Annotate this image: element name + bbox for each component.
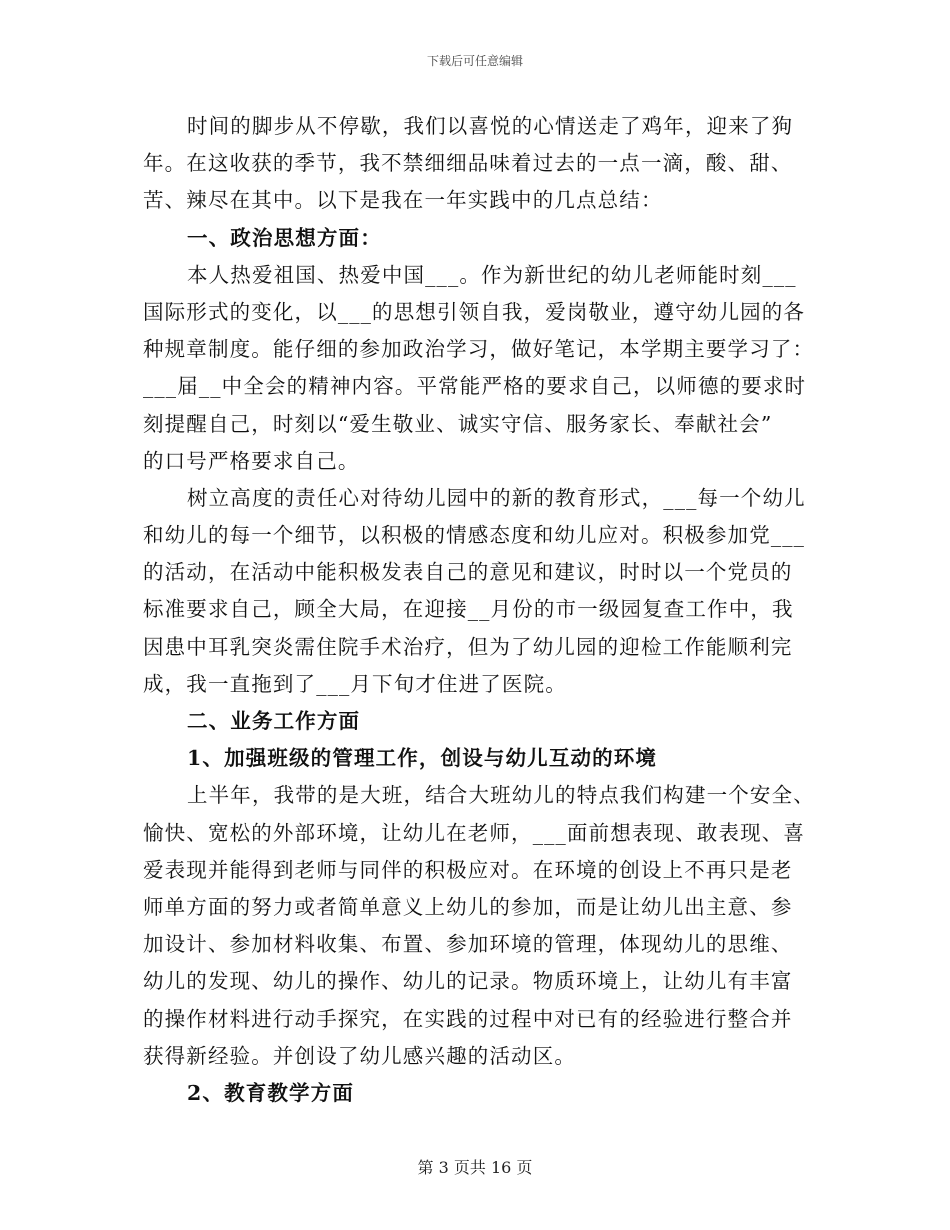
section-heading: 1、加强班级的管理工作，创设与幼儿互动的环境 — [187, 746, 658, 771]
body-text-line: 的活动，在活动中能积极发表自己的意见和建议，时时以一个党员的 — [143, 560, 793, 585]
body-text-line: 标准要求自己，顾全大局，在迎接__月份的市一级园复查工作中，我 — [143, 597, 794, 622]
section-heading: 一、政治思想方面： — [187, 225, 382, 250]
body-text-line: 上半年，我带的是大班，结合大班幼儿的特点我们构建一个安全、 — [187, 783, 815, 808]
body-text-line: 苦、辣尽在其中。以下是我在一年实践中的几点总结： — [143, 188, 663, 213]
body-text-line: 的操作材料进行动手探究，在实践的过程中对已有的经验进行整合并 — [143, 1006, 793, 1031]
body-text-line: 爱表现并能得到老师与同伴的积极应对。在环境的创设上不再只是老 — [143, 857, 793, 882]
body-text-line: ___届__中全会的精神内容。平常能严格的要求自己，以师德的要求时 — [143, 374, 807, 399]
body-text-line: 种规章制度。能仔细的参加政治学习，做好笔记，本学期主要学习了： — [143, 337, 815, 362]
body-text-line: 师单方面的努力或者简单意义上幼儿的参加，而是让幼儿出主意、参 — [143, 894, 793, 919]
body-text-line: 本人热爱祖国、热爱中国___。作为新世纪的幼儿老师能时刻___ — [187, 262, 797, 287]
body-text-line: 和幼儿的每一个细节，以积极的情感态度和幼儿应对。积极参加党___ — [143, 523, 806, 548]
body-text-line: 树立高度的责任心对待幼儿园中的新的教育形式，___每一个幼儿 — [187, 485, 806, 510]
body-text-line: 刻提醒自己，时刻以“爱生敬业、诚实守信、服务家长、奉献社会” — [143, 411, 773, 436]
body-text-line: 幼儿的发现、幼儿的操作、幼儿的记录。物质环境上，让幼儿有丰富 — [143, 969, 793, 994]
body-text-line: 国际形式的变化，以___的思想引领自我，爱岗敬业，遵守幼儿园的各 — [143, 299, 806, 324]
body-text-line: 年。在这收获的季节，我不禁细细品味着过去的一点一滴，酸、甜、 — [143, 151, 793, 176]
body-text-line: 愉快、宽松的外部环境，让幼儿在老师，___面前想表现、敢表现、喜 — [143, 820, 806, 845]
section-heading: 2、教育教学方面 — [187, 1080, 354, 1105]
body-text-line: 的口号严格要求自己。 — [143, 448, 360, 473]
page-header: 下载后可任意编辑 — [426, 54, 523, 68]
body-text-line: 获得新经验。并创设了幼儿感兴趣的活动区。 — [143, 1043, 576, 1068]
body-text-line: 成，我一直拖到了___月下旬才住进了医院。 — [143, 671, 567, 696]
page-footer: 第 3 页共 16 页 — [417, 1158, 533, 1177]
document-body — [143, 108, 815, 1112]
body-text-line: 加设计、参加材料收集、布置、参加环境的管理，体现幼儿的思维、 — [143, 932, 793, 957]
section-heading: 二、业务工作方面 — [187, 709, 361, 733]
body-text-line: 因患中耳乳突炎需住院手术治疗，但为了幼儿园的迎检工作能顺利完 — [143, 634, 793, 659]
body-text-line: 时间的脚步从不停歇，我们以喜悦的心情送走了鸡年，迎来了狗 — [187, 114, 794, 138]
